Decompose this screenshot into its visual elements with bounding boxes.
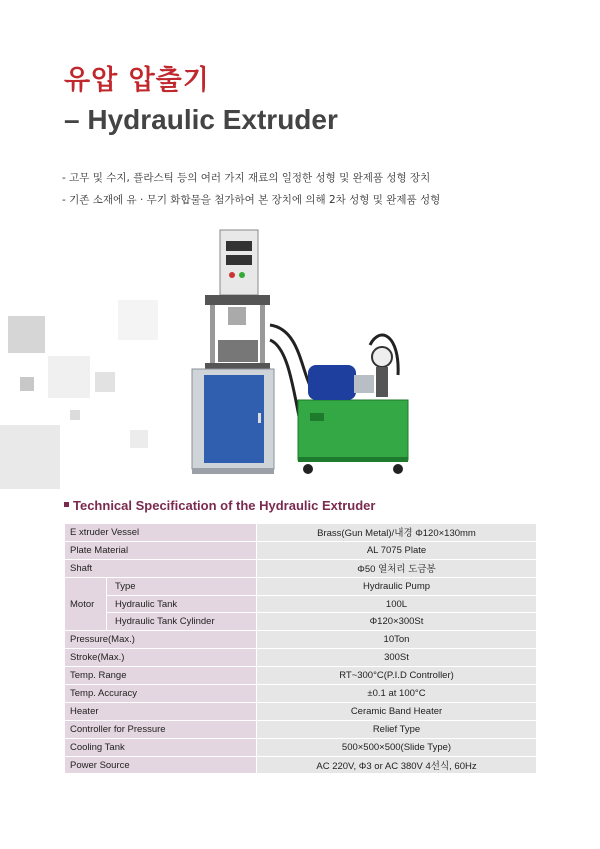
table-row bbox=[65, 595, 537, 613]
row-value: 300St bbox=[257, 649, 537, 667]
row-label: Stroke(Max.) bbox=[65, 649, 257, 667]
row-value: ±0.1 at 100°C bbox=[257, 685, 537, 703]
row-value: 500×500×500(Slide Type) bbox=[257, 738, 537, 756]
row-label: Temp. Range bbox=[65, 667, 257, 685]
row-value: Relief Type bbox=[257, 720, 537, 738]
row-value: AL 7075 Plate bbox=[257, 541, 537, 559]
hydraulic-extruder-machine-photo bbox=[170, 225, 420, 485]
row-value: Ceramic Band Heater bbox=[257, 702, 537, 720]
table-row bbox=[65, 720, 537, 738]
row-label: E xtruder Vessel bbox=[65, 524, 257, 542]
row-label: Temp. Accuracy bbox=[65, 685, 257, 703]
row-label: Hydraulic Tank bbox=[107, 595, 257, 613]
row-label: Heater bbox=[65, 702, 257, 720]
table-row bbox=[65, 613, 537, 631]
table-row bbox=[65, 541, 537, 559]
row-value: Φ50 열처리 도금봉 bbox=[257, 559, 537, 577]
row-label: Pressure(Max.) bbox=[65, 631, 257, 649]
description-item: - 고무 및 수지, 플라스틱 등의 여러 가지 재료의 일정한 성형 및 완제품 성형 장치 bbox=[62, 172, 431, 184]
row-value: AC 220V, Φ3 or AC 380V 4선식, 60Hz bbox=[257, 756, 537, 774]
page-title-korean: 유압 압출기 bbox=[64, 65, 210, 96]
row-value: Φ120×300St bbox=[257, 613, 537, 631]
bullet-square-icon bbox=[64, 502, 69, 507]
table-row bbox=[65, 738, 537, 756]
spec-title-text: Technical Specification of the Hydraulic Extruder bbox=[73, 498, 376, 513]
table-row bbox=[65, 702, 537, 720]
table-row bbox=[65, 577, 537, 595]
table-row bbox=[65, 756, 537, 774]
motor-label: Motor bbox=[65, 577, 107, 631]
row-label: Power Source bbox=[65, 756, 257, 774]
row-value: 100L bbox=[257, 595, 537, 613]
row-label: Cooling Tank bbox=[65, 738, 257, 756]
row-value: Brass(Gun Metal)/내경 Φ120×130mm bbox=[257, 524, 537, 542]
description-list bbox=[62, 170, 440, 214]
row-label: Type bbox=[107, 577, 257, 595]
row-label: Controller for Pressure bbox=[65, 720, 257, 738]
spec-section-title bbox=[64, 498, 375, 513]
page-title-english: – Hydraulic Extruder bbox=[64, 104, 338, 135]
row-label: Hydraulic Tank Cylinder bbox=[107, 613, 257, 631]
row-label: Shaft bbox=[65, 559, 257, 577]
table-row bbox=[65, 524, 537, 542]
row-label: Plate Material bbox=[65, 541, 257, 559]
row-value: 10Ton bbox=[257, 631, 537, 649]
table-row bbox=[65, 631, 537, 649]
table-row bbox=[65, 667, 537, 685]
table-row bbox=[65, 649, 537, 667]
table-row bbox=[65, 559, 537, 577]
row-value: Hydraulic Pump bbox=[257, 577, 537, 595]
description-item: - 기존 소재에 유 · 무기 화합물을 첨가하여 본 장치에 의해 2차 성형 및 완제품 성형 bbox=[62, 194, 441, 206]
spec-table bbox=[64, 523, 537, 774]
table-row bbox=[65, 685, 537, 703]
row-value: RT~300°C(P.I.D Controller) bbox=[257, 667, 537, 685]
